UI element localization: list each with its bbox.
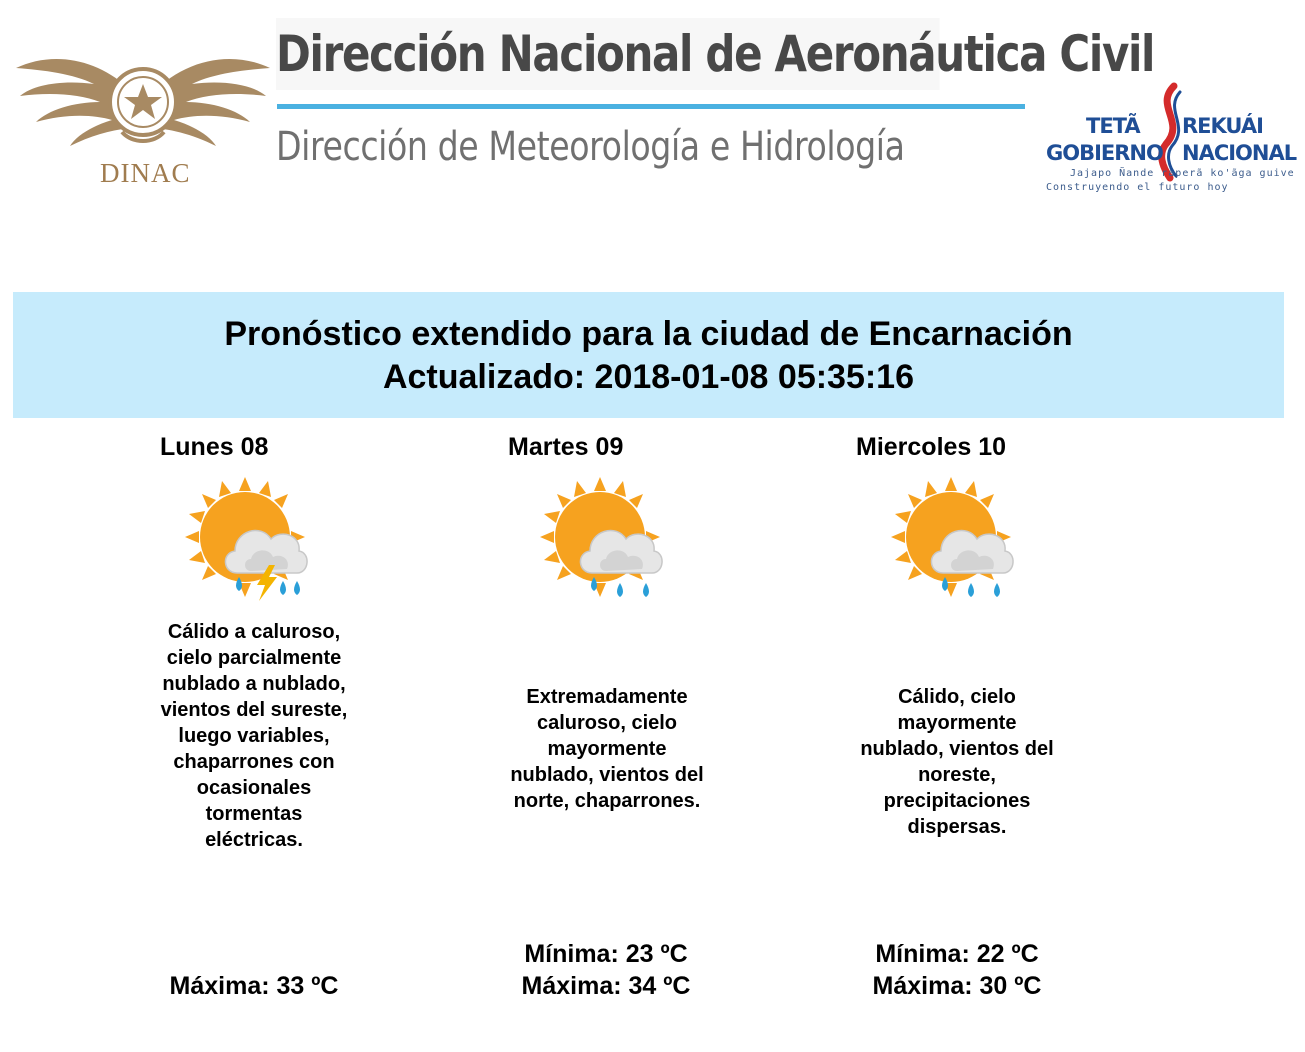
gov-logo-tagline-guarani: Jajapo Ñande raperã ko'ãga guive xyxy=(1070,168,1295,179)
gov-logo-word-rekuai: REKUÁI xyxy=(1182,114,1263,138)
max-temperature: Máxima: 30 ºC xyxy=(872,972,1042,1000)
dinac-logo-text: DINAC xyxy=(100,158,191,188)
gov-logo-word-gobierno: GOBIERNO xyxy=(1046,141,1163,165)
day-label: Martes 09 xyxy=(508,433,624,461)
forecast-description: Cálido, cielo mayormente nublado, vientos del noreste, precipitaciones dispersas. xyxy=(860,686,1054,838)
gov-logo-word-nacional: NACIONAL xyxy=(1182,141,1297,165)
header-divider xyxy=(277,104,1025,109)
sun-cloud-rain-icon xyxy=(891,477,1021,607)
gobierno-nacional-logo xyxy=(1040,82,1297,202)
forecast-description: Extremadamente caluroso, cielo mayormente nublado, vientos del norte, chaparrones. xyxy=(510,686,704,812)
gov-logo-word-teta: TETÃ xyxy=(1086,114,1140,138)
day-label: Lunes 08 xyxy=(160,433,269,461)
gov-logo-tagline-spanish: Construyendo el futuro hoy xyxy=(1046,182,1229,193)
organization-title: Dirección Nacional de Aeronáutica Civil xyxy=(276,18,940,90)
page-header xyxy=(0,0,1305,230)
forecast-updated-timestamp: Actualizado: 2018-01-08 05:35:16 xyxy=(382,358,915,396)
min-temperature: Mínima: 23 ºC xyxy=(524,940,688,968)
gov-logo-line1 xyxy=(1086,114,1263,138)
organization-subtitle: Dirección de Meteorología e Hidrología xyxy=(276,124,905,170)
forecast-title: Pronóstico extendido para la ciudad de Encarnación xyxy=(224,315,1073,353)
winged-emblem-icon xyxy=(14,40,272,160)
max-temperature: Máxima: 34 ºC xyxy=(521,972,691,1000)
sun-cloud-rain-icon xyxy=(540,477,670,607)
forecast-banner xyxy=(13,292,1284,418)
gov-logo-line2 xyxy=(1046,141,1297,165)
max-temperature: Máxima: 33 ºC xyxy=(169,972,339,1000)
day-label: Miercoles 10 xyxy=(856,433,1007,461)
sun-cloud-thunderstorm-rain-icon xyxy=(185,477,315,607)
forecast-description: Cálido a caluroso, cielo parcialmente nublado a nublado, vientos del sureste, luego variables, chaparrones con ocasionales tormentas eléctricas. xyxy=(160,621,348,851)
min-temperature: Mínima: 22 ºC xyxy=(875,940,1039,968)
